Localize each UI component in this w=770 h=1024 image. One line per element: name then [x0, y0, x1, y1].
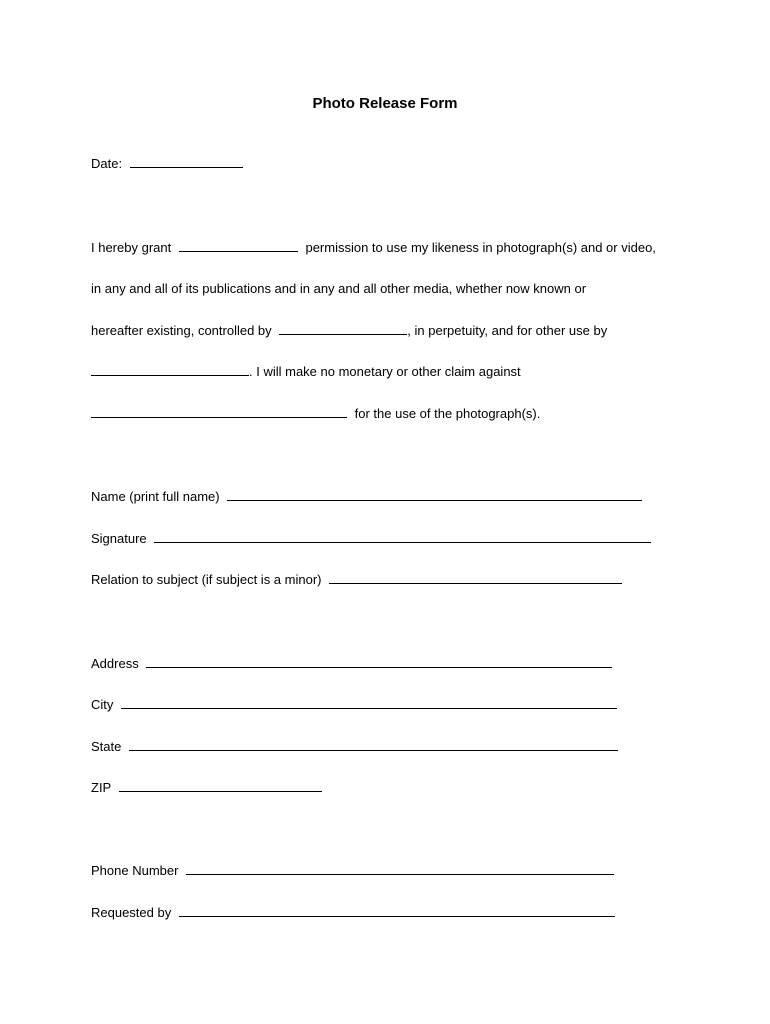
requested-field[interactable] — [179, 903, 615, 917]
grant-suffix: permission to use my likeness in photograph(s) and or video, — [305, 240, 656, 255]
name-label: Name (print full name) — [91, 489, 220, 504]
grant-line-2 — [91, 280, 586, 298]
zip-field[interactable] — [119, 778, 322, 792]
zip-label: ZIP — [91, 780, 111, 795]
address-label: Address — [91, 656, 139, 671]
date-label: Date: — [91, 156, 123, 171]
controlled-by-field[interactable] — [279, 321, 407, 335]
no-claim-text: . I will make no monetary or other claim against — [249, 364, 521, 379]
requested-label: Requested by — [91, 905, 172, 920]
relation-field[interactable] — [329, 570, 622, 584]
claim-against-field[interactable] — [91, 404, 347, 418]
page-title: Photo Release Form — [312, 95, 458, 112]
relation-label: Relation to subject (if subject is a minor) — [91, 572, 322, 587]
grant-line-4 — [91, 362, 521, 381]
signature-label: Signature — [91, 531, 147, 546]
state-label: State — [91, 739, 122, 754]
city-row — [91, 695, 617, 714]
grantee-field[interactable] — [179, 238, 298, 252]
name-field[interactable] — [227, 487, 642, 501]
phone-label: Phone Number — [91, 863, 179, 878]
other-use-field[interactable] — [91, 362, 249, 376]
grant-line-2-text: in any and all of its publications and in any and all other media, whether now known or — [91, 281, 587, 296]
grant-line-3 — [91, 321, 607, 340]
phone-field[interactable] — [186, 861, 614, 875]
address-row — [91, 654, 612, 673]
phone-row — [91, 861, 614, 880]
state-field[interactable] — [129, 737, 618, 751]
date-row — [91, 154, 243, 173]
relation-row — [91, 570, 622, 589]
name-row — [91, 487, 642, 506]
signature-row — [91, 529, 651, 548]
grant-line-1 — [91, 238, 656, 257]
date-field[interactable] — [130, 154, 243, 168]
controlled-by-label: hereafter existing, controlled by — [91, 323, 272, 338]
grant-prefix: I hereby grant — [91, 240, 172, 255]
perpetuity-text: , in perpetuity, and for other use by — [407, 323, 608, 338]
state-row — [91, 737, 618, 756]
photograph-use-text: for the use of the photograph(s). — [354, 406, 541, 421]
requested-row — [91, 903, 615, 922]
zip-row — [91, 778, 322, 797]
city-field[interactable] — [121, 695, 617, 709]
grant-line-5 — [91, 404, 540, 423]
city-label: City — [91, 697, 114, 712]
signature-field[interactable] — [154, 529, 651, 543]
address-field[interactable] — [146, 654, 612, 668]
